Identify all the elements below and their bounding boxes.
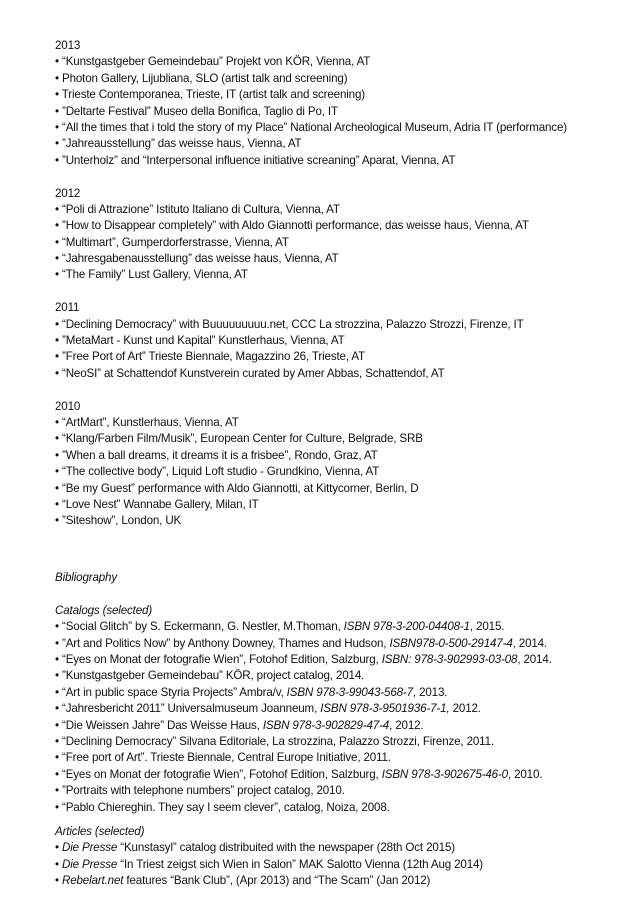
list-item: • ”How to Disappear completely” with Aldo Giannotti performance, das weisse haus, Vienna, AT xyxy=(55,219,529,233)
year-heading: 2010 xyxy=(55,399,81,413)
catalog-item: • “Free port of Art”. Trieste Biennale, Central Europe Initiative, 2011. xyxy=(55,751,391,765)
section-2012 xyxy=(55,186,630,284)
bibliography-heading: Bibliography xyxy=(55,571,118,585)
list-item: • ”Free Port of Art” Trieste Biennale, Magazzino 26, Trieste, AT xyxy=(55,350,365,364)
section-2010 xyxy=(55,399,630,530)
catalog-item: • ”Art and Politics Now” by Anthony Downey, Thames and Hudson, ISBN978-0-500-29147-4, 2014. xyxy=(55,636,548,650)
list-item: • ”Unterholz” and “Interpersonal influence initiative screaning” Aparat, Vienna, AT xyxy=(55,153,456,167)
list-item: • ”Deltarte Festival” Museo della Bonifica, Taglio di Po, IT xyxy=(55,104,338,118)
section-2011 xyxy=(55,300,630,382)
catalog-item: • “Die Weissen Jahre” Das Weisse Haus, ISBN 978-3-902829-47-4, 2012. xyxy=(55,718,424,732)
catalog-item: • “Social Glitch” by S. Eckermann, G. Nestler, M.Thoman, ISBN 978-3-200-04408-1, 2015. xyxy=(55,620,505,634)
list-item: • “Klang/Farben Film/Musik”, European Center for Culture, Belgrade, SRB xyxy=(55,432,423,446)
catalog-item: • ”Portraits with telephone numbers” project catalog, 2010. xyxy=(55,784,345,798)
year-heading: 2013 xyxy=(55,39,81,52)
list-item: • “The Family” Lust Gallery, Vienna, AT xyxy=(55,268,248,282)
articles-heading: Articles (selected) xyxy=(55,824,145,838)
section-bibliography xyxy=(55,570,630,889)
list-item: • “NeoSI” at Schattendof Kunstverein curated by Amer Abbas, Schattendof, AT xyxy=(55,366,445,380)
list-item: • ”MetaMart - Kunst und Kapital” Kunstlerhaus, Vienna, AT xyxy=(55,334,345,348)
catalog-item: • “Declining Democracy” Silvana Editoriale, La strozzina, Palazzo Strozzi, Firenze, 2011. xyxy=(55,735,494,749)
catalogs-heading: Catalogs (selected) xyxy=(55,603,153,617)
list-item: • Trieste Contemporanea, Trieste, IT (artist talk and screening) xyxy=(55,88,365,102)
list-item: • “Kunstgastgeber Gemeindebau” Projekt von KÖR, Vienna, AT xyxy=(55,55,371,69)
list-item: • “Declining Democracy” with Buuuuuuuuu.net, CCC La strozzina, Palazzo Strozzi, Firenze, IT xyxy=(55,317,524,331)
list-item: • “Be my Guest” performance with Aldo Giannotti, at Kittycorner, Berlin, D xyxy=(55,481,419,495)
catalog-item: • “Art in public space Styria Projects” Ambra/v, ISBN 978-3-99043-568-7, 2013. xyxy=(55,685,448,699)
list-item: • “Multimart”, Gumperdorferstrasse, Vienna, AT xyxy=(55,235,289,249)
article-item: • Rebelart.net features “Bank Club”, (Apr 2013) and “The Scam” (Jan 2012) xyxy=(55,874,431,888)
catalog-item: • “Eyes on Monat der fotografie Wien”, Fotohof Edition, Salzburg, ISBN 978-3-902675-46-0, 2010. xyxy=(55,767,543,781)
catalog-item: • “Pablo Chiereghin. They say I seem clever”, catalog, Noiza, 2008. xyxy=(55,800,390,814)
article-item: • Die Presse “Kunstasyl” catalog distribuited with the newspaper (28th Oct 2015) xyxy=(55,841,455,855)
list-item: • “Jahresgabenausstellung” das weisse haus, Vienna, AT xyxy=(55,252,339,266)
year-heading: 2012 xyxy=(55,186,81,200)
list-item: • ”Jahreausstellung” das weisse haus, Vienna, AT xyxy=(55,137,302,151)
cv-page xyxy=(55,38,630,890)
list-item: • ”When a ball dreams, it dreams it is a frisbee”, Rondo, Graz, AT xyxy=(55,448,378,462)
list-item: • “ArtMart”, Kunstlerhaus, Vienna, AT xyxy=(55,415,239,429)
year-heading: 2011 xyxy=(55,301,80,315)
list-item: • “Poli di Attrazione” Istituto Italiano di Cultura, Vienna, AT xyxy=(55,202,340,216)
catalog-item: • “Jahresbericht 2011” Universalmuseum Joanneum, ISBN 978-3-9501936-7-1, 2012. xyxy=(55,702,481,716)
list-item: • Photon Gallery, Lijubliana, SLO (artist talk and screening) xyxy=(55,71,348,85)
catalog-item: • “Eyes on Monat der fotografie Wien”, Fotohof Edition, Salzburg, ISBN: 978-3-902993-03-08, 2014. xyxy=(55,653,552,667)
list-item: • “All the times that i told the story of my Place” National Archeological Museum, Adria IT (performance) xyxy=(55,120,567,134)
list-item: • ”Siteshow”, London, UK xyxy=(55,514,182,528)
catalog-item: • ”Kunstgastgeber Gemeindebau” KÖR, project catalog, 2014. xyxy=(55,669,365,683)
section-2013 xyxy=(55,38,630,169)
article-item: • Die Presse “In Triest zeigst sich Wien in Salon” MAK Salotto Vienna (12th Aug 2014) xyxy=(55,857,484,871)
list-item: • “Love Nest” Wannabe Gallery, Milan, IT xyxy=(55,497,259,511)
list-item: • “The collective body”, Liquid Loft studio - Grundkino, Vienna, AT xyxy=(55,465,380,479)
